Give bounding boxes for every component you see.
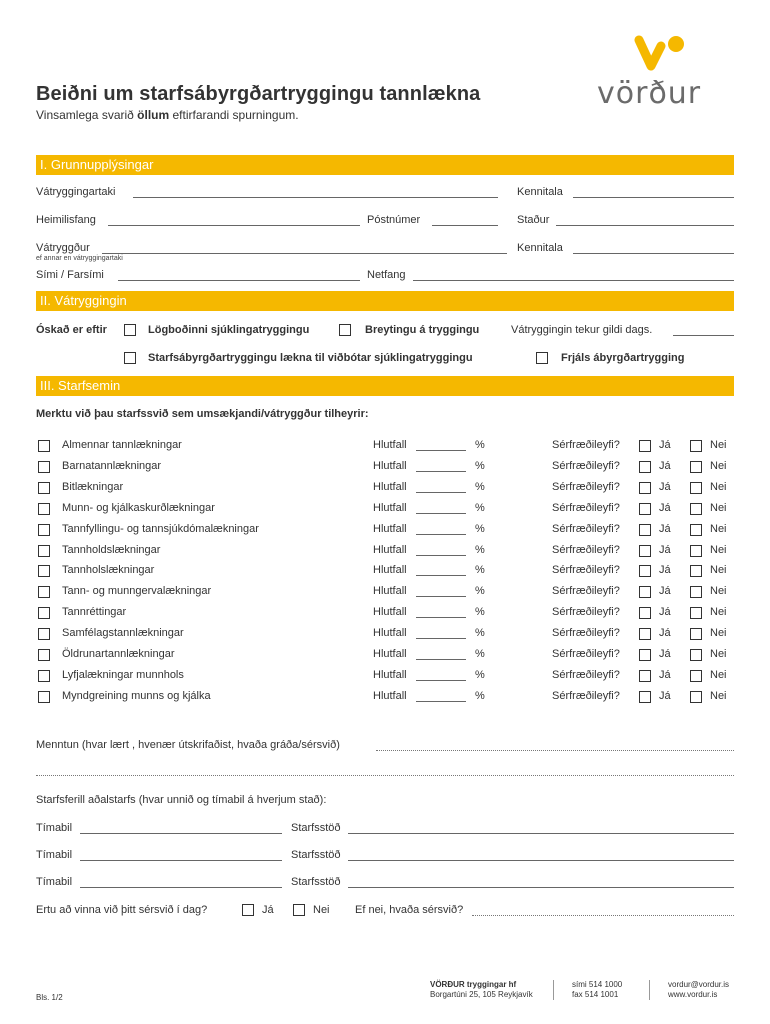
footer-divider-1 bbox=[553, 980, 554, 1000]
serfraedi-label: Sérfræðileyfi? bbox=[552, 564, 620, 576]
vordur-logo bbox=[595, 32, 725, 112]
label-logbodin: Lögboðinni sjúklingatryggingu bbox=[148, 324, 310, 336]
starfsstod-1-field[interactable] bbox=[348, 833, 734, 834]
specialty-label: Tannfyllingu- og tannsjúkdómalækningar bbox=[62, 523, 259, 535]
hlutfall-label: Hlutfall bbox=[373, 502, 407, 514]
hlutfall-field[interactable] bbox=[416, 701, 466, 702]
ja-checkbox[interactable] bbox=[639, 670, 651, 682]
ja-label: Já bbox=[659, 669, 671, 681]
ja-checkbox[interactable] bbox=[639, 545, 651, 557]
footer-divider-2 bbox=[649, 980, 650, 1000]
vatryggingartaki-field[interactable] bbox=[133, 197, 498, 198]
serfraedi-label: Sérfræðileyfi? bbox=[552, 627, 620, 639]
specialty-label: Öldrunartannlækningar bbox=[62, 648, 175, 660]
ja-checkbox[interactable] bbox=[639, 440, 651, 452]
ja-label: Já bbox=[659, 627, 671, 639]
percent-label: % bbox=[475, 585, 485, 597]
hlutfall-label: Hlutfall bbox=[373, 669, 407, 681]
kennitala-2-field[interactable] bbox=[573, 253, 734, 254]
specialty-checkbox[interactable] bbox=[38, 565, 50, 577]
specialty-label: Lyfjalækningar munnhols bbox=[62, 669, 184, 681]
ja-checkbox[interactable] bbox=[639, 503, 651, 515]
ja-checkbox[interactable] bbox=[639, 586, 651, 598]
specialty-label: Tannréttingar bbox=[62, 606, 127, 618]
simi-field[interactable] bbox=[118, 280, 360, 281]
vatryggdur-field[interactable] bbox=[102, 253, 507, 254]
label-starfsstod-1: Starfsstöð bbox=[291, 822, 341, 834]
label-starfsstod-3: Starfsstöð bbox=[291, 876, 341, 888]
footer-email[interactable]: vordur@vordur.is bbox=[668, 980, 730, 989]
nei-checkbox[interactable] bbox=[690, 649, 702, 661]
logo-dot-icon bbox=[668, 36, 684, 52]
section-3-header: III. Starfsemin bbox=[36, 376, 734, 396]
hlutfall-field[interactable] bbox=[416, 680, 466, 681]
ja-label: Já bbox=[659, 523, 671, 535]
ja-label: Já bbox=[659, 460, 671, 472]
ja-checkbox[interactable] bbox=[639, 691, 651, 703]
ja-label: Já bbox=[659, 648, 671, 660]
footer-company: VÖRÐUR tryggingar hf bbox=[430, 980, 517, 989]
section-2-header: II. Vátryggingin bbox=[36, 291, 734, 311]
gildi-date-field[interactable] bbox=[673, 335, 734, 336]
vatryggdur-note: ef annar en vátryggingartaki bbox=[36, 255, 123, 262]
label-oskad: Óskað er eftir bbox=[36, 324, 107, 336]
specialty-label: Almennar tannlækningar bbox=[62, 439, 182, 451]
footer-fax: fax 514 1001 bbox=[572, 990, 619, 999]
checkbox-ertu-ja[interactable] bbox=[242, 904, 254, 916]
ja-label: Já bbox=[659, 544, 671, 556]
serfraedi-label: Sérfræðileyfi? bbox=[552, 460, 620, 472]
footer-phone: sími 514 1000 bbox=[572, 980, 623, 989]
menntun-field[interactable] bbox=[376, 750, 734, 751]
specialty-checkbox[interactable] bbox=[38, 461, 50, 473]
heimilisfang-field[interactable] bbox=[108, 225, 360, 226]
percent-label: % bbox=[475, 523, 485, 535]
nei-label: Nei bbox=[710, 606, 727, 618]
serfraedi-label: Sérfræðileyfi? bbox=[552, 523, 620, 535]
hlutfall-field[interactable] bbox=[416, 555, 466, 556]
footer-company-block bbox=[430, 980, 533, 1000]
label-starfsstod-2: Starfsstöð bbox=[291, 849, 341, 861]
percent-label: % bbox=[475, 481, 485, 493]
ja-label: Já bbox=[659, 502, 671, 514]
hlutfall-label: Hlutfall bbox=[373, 627, 407, 639]
specialty-label: Samfélagstannlækningar bbox=[62, 627, 184, 639]
checkbox-breytingu[interactable] bbox=[339, 324, 351, 336]
label-kennitala-1: Kennitala bbox=[517, 186, 563, 198]
starfsstod-3-field[interactable] bbox=[348, 887, 734, 888]
timabil-1-field[interactable] bbox=[80, 833, 282, 834]
nei-checkbox[interactable] bbox=[690, 482, 702, 494]
hlutfall-label: Hlutfall bbox=[373, 564, 407, 576]
hlutfall-label: Hlutfall bbox=[373, 606, 407, 618]
hlutfall-field[interactable] bbox=[416, 617, 466, 618]
nei-checkbox[interactable] bbox=[690, 691, 702, 703]
hlutfall-label: Hlutfall bbox=[373, 523, 407, 535]
specialty-checkbox[interactable] bbox=[38, 607, 50, 619]
ja-checkbox[interactable] bbox=[639, 461, 651, 473]
nei-label: Nei bbox=[710, 690, 727, 702]
footer-web[interactable]: www.vordur.is bbox=[668, 990, 718, 999]
nei-label: Nei bbox=[710, 669, 727, 681]
label-ertu-ja: Já bbox=[262, 904, 274, 916]
hlutfall-field[interactable] bbox=[416, 638, 466, 639]
hlutfall-label: Hlutfall bbox=[373, 544, 407, 556]
nei-label: Nei bbox=[710, 544, 727, 556]
label-breytingu: Breytingu á tryggingu bbox=[365, 324, 480, 336]
nei-checkbox[interactable] bbox=[690, 440, 702, 452]
label-menntun: Menntun (hvar lært , hvenær útskrifaðist, hvaða gráða/sérsvið) bbox=[36, 739, 340, 751]
hlutfall-field[interactable] bbox=[416, 575, 466, 576]
label-ertu-nei: Nei bbox=[313, 904, 330, 916]
hlutfall-field[interactable] bbox=[416, 471, 466, 472]
specialty-checkbox[interactable] bbox=[38, 503, 50, 515]
hlutfall-label: Hlutfall bbox=[373, 460, 407, 472]
nei-checkbox[interactable] bbox=[690, 524, 702, 536]
starfsstod-2-field[interactable] bbox=[348, 860, 734, 861]
specialty-label: Tann- og munngervalækningar bbox=[62, 585, 212, 597]
specialty-label: Barnatannlækningar bbox=[62, 460, 162, 472]
nei-checkbox[interactable] bbox=[690, 607, 702, 619]
checkbox-starfsabyrgd[interactable] bbox=[124, 352, 136, 364]
label-starfsferill: Starfsferill aðalstarfs (hvar unnið og tímabil á hverjum stað): bbox=[36, 794, 327, 806]
section-1-header: I. Grunnupplýsingar bbox=[36, 155, 734, 175]
nei-label: Nei bbox=[710, 523, 727, 535]
serfraedi-label: Sérfræðileyfi? bbox=[552, 544, 620, 556]
page-subtitle: Vinsamlega svarið öllum eftirfarandi spurningum. bbox=[36, 108, 299, 122]
ja-label: Já bbox=[659, 585, 671, 597]
percent-label: % bbox=[475, 690, 485, 702]
nei-label: Nei bbox=[710, 481, 727, 493]
efnei-field[interactable] bbox=[472, 915, 734, 916]
nei-label: Nei bbox=[710, 627, 727, 639]
label-postnumer: Póstnúmer bbox=[367, 214, 421, 226]
nei-checkbox[interactable] bbox=[690, 461, 702, 473]
specialty-checkbox[interactable] bbox=[38, 545, 50, 557]
nei-label: Nei bbox=[710, 439, 727, 451]
serfraedi-label: Sérfræðileyfi? bbox=[552, 585, 620, 597]
page-title: Beiðni um starfsábyrgðartryggingu tannlækna bbox=[36, 83, 481, 105]
label-starfsabyrgd: Starfsábyrgðartryggingu lækna til viðbótar sjúklingatryggingu bbox=[148, 352, 473, 364]
ja-label: Já bbox=[659, 564, 671, 576]
timabil-2-field[interactable] bbox=[80, 860, 282, 861]
ja-label: Já bbox=[659, 481, 671, 493]
percent-label: % bbox=[475, 544, 485, 556]
footer-address: Borgartúni 25, 105 Reykjavík bbox=[430, 990, 533, 999]
percent-label: % bbox=[475, 460, 485, 472]
specialty-checkbox[interactable] bbox=[38, 440, 50, 452]
ja-checkbox[interactable] bbox=[639, 565, 651, 577]
footer-phone-block bbox=[572, 980, 622, 1000]
label-stadur: Staður bbox=[517, 214, 550, 226]
specialty-checkbox[interactable] bbox=[38, 649, 50, 661]
specialty-label: Munn- og kjálkaskurðlækningar bbox=[62, 502, 215, 514]
netfang-field[interactable] bbox=[413, 280, 734, 281]
nei-checkbox[interactable] bbox=[690, 628, 702, 640]
percent-label: % bbox=[475, 648, 485, 660]
ja-checkbox[interactable] bbox=[639, 607, 651, 619]
percent-label: % bbox=[475, 502, 485, 514]
specialty-label: Myndgreining munns og kjálka bbox=[62, 690, 211, 702]
hlutfall-field[interactable] bbox=[416, 659, 466, 660]
serfraedi-label: Sérfræðileyfi? bbox=[552, 648, 620, 660]
serfraedi-label: Sérfræðileyfi? bbox=[552, 669, 620, 681]
hlutfall-label: Hlutfall bbox=[373, 481, 407, 493]
percent-label: % bbox=[475, 439, 485, 451]
kennitala-1-field[interactable] bbox=[573, 197, 734, 198]
specialty-checkbox[interactable] bbox=[38, 691, 50, 703]
specialty-checkbox[interactable] bbox=[38, 670, 50, 682]
label-ertu: Ertu að vinna við þitt sérsvið í dag? bbox=[36, 904, 208, 916]
ja-label: Já bbox=[659, 439, 671, 451]
ja-label: Já bbox=[659, 690, 671, 702]
serfraedi-label: Sérfræðileyfi? bbox=[552, 439, 620, 451]
label-timabil-1: Tímabil bbox=[36, 822, 73, 834]
timabil-3-field[interactable] bbox=[80, 887, 282, 888]
label-efnei: Ef nei, hvaða sérsvið? bbox=[355, 904, 464, 916]
percent-label: % bbox=[475, 627, 485, 639]
specialty-checkbox[interactable] bbox=[38, 482, 50, 494]
nei-checkbox[interactable] bbox=[690, 565, 702, 577]
hlutfall-label: Hlutfall bbox=[373, 690, 407, 702]
hlutfall-field[interactable] bbox=[416, 450, 466, 451]
logo-mark-icon bbox=[639, 40, 661, 66]
instruction-text: Merktu við þau starfssvið sem umsækjandi/vátryggður tilheyrir: bbox=[36, 408, 369, 420]
checkbox-ertu-nei[interactable] bbox=[293, 904, 305, 916]
percent-label: % bbox=[475, 564, 485, 576]
ja-label: Já bbox=[659, 606, 671, 618]
serfraedi-label: Sérfræðileyfi? bbox=[552, 481, 620, 493]
specialty-label: Tannholslækningar bbox=[62, 564, 155, 576]
page-number: Bls. 1/2 bbox=[36, 993, 63, 1002]
label-timabil-2: Tímabil bbox=[36, 849, 73, 861]
nei-label: Nei bbox=[710, 460, 727, 472]
label-heimilisfang: Heimilisfang bbox=[36, 214, 96, 226]
label-simi: Sími / Farsími bbox=[36, 269, 104, 281]
serfraedi-label: Sérfræðileyfi? bbox=[552, 690, 620, 702]
hlutfall-label: Hlutfall bbox=[373, 648, 407, 660]
label-netfang: Netfang bbox=[367, 269, 406, 281]
footer-contact-block bbox=[668, 980, 729, 1000]
hlutfall-label: Hlutfall bbox=[373, 439, 407, 451]
specialty-checkbox[interactable] bbox=[38, 628, 50, 640]
nei-label: Nei bbox=[710, 502, 727, 514]
nei-label: Nei bbox=[710, 648, 727, 660]
label-frjals: Frjáls ábyrgðartrygging bbox=[561, 352, 685, 364]
hlutfall-field[interactable] bbox=[416, 513, 466, 514]
label-timabil-3: Tímabil bbox=[36, 876, 73, 888]
label-kennitala-2: Kennitala bbox=[517, 242, 563, 254]
hlutfall-field[interactable] bbox=[416, 492, 466, 493]
ja-checkbox[interactable] bbox=[639, 628, 651, 640]
serfraedi-label: Sérfræðileyfi? bbox=[552, 502, 620, 514]
percent-label: % bbox=[475, 669, 485, 681]
label-gildi: Vátryggingin tekur gildi dags. bbox=[511, 324, 653, 336]
label-vatryggingartaki: Vátryggingartaki bbox=[36, 186, 116, 198]
label-vatryggdur: Vátryggður bbox=[36, 242, 90, 254]
nei-checkbox[interactable] bbox=[690, 503, 702, 515]
ja-checkbox[interactable] bbox=[639, 524, 651, 536]
ja-checkbox[interactable] bbox=[639, 482, 651, 494]
checkbox-frjals[interactable] bbox=[536, 352, 548, 364]
serfraedi-label: Sérfræðileyfi? bbox=[552, 606, 620, 618]
hlutfall-field[interactable] bbox=[416, 596, 466, 597]
menntun-field-2[interactable] bbox=[36, 775, 734, 776]
hlutfall-label: Hlutfall bbox=[373, 585, 407, 597]
logo-text: vörður bbox=[597, 76, 702, 111]
specialty-checkbox[interactable] bbox=[38, 586, 50, 598]
ja-checkbox[interactable] bbox=[639, 649, 651, 661]
nei-checkbox[interactable] bbox=[690, 586, 702, 598]
nei-label: Nei bbox=[710, 564, 727, 576]
nei-checkbox[interactable] bbox=[690, 545, 702, 557]
percent-label: % bbox=[475, 606, 485, 618]
hlutfall-field[interactable] bbox=[416, 534, 466, 535]
nei-label: Nei bbox=[710, 585, 727, 597]
specialty-label: Bitlækningar bbox=[62, 481, 124, 493]
specialty-checkbox[interactable] bbox=[38, 524, 50, 536]
postnumer-field[interactable] bbox=[432, 225, 498, 226]
stadur-field[interactable] bbox=[556, 225, 734, 226]
checkbox-logbodin[interactable] bbox=[124, 324, 136, 336]
specialty-label: Tannholdslækningar bbox=[62, 544, 161, 556]
nei-checkbox[interactable] bbox=[690, 670, 702, 682]
